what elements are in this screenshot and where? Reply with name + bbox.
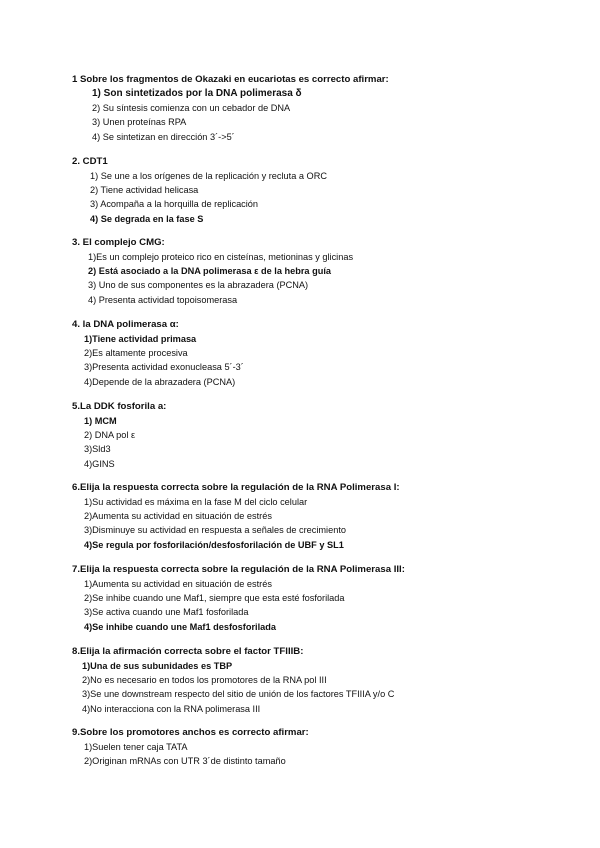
option-2: 2)Aumenta su actividad en situación de estrés — [84, 511, 272, 522]
option-2: 2) Tiene actividad helicasa — [90, 185, 199, 196]
option-1: 1)Su actividad es máxima en la fase M del ciclo celular — [84, 497, 308, 507]
option-4: 4)GINS — [84, 458, 115, 469]
option-4: 4)Se inhibe cuando une Maf1 desfosforilada — [84, 621, 276, 632]
option-2: 2) Está asociado a la DNA polimerasa ε de la hebra guía — [88, 266, 331, 277]
question-6 — [72, 481, 572, 552]
option-4: 4)Se regula por fosforilación/desfosforilación de UBF y SL1 — [84, 539, 344, 550]
question-1 — [72, 73, 572, 144]
question-7 — [72, 563, 572, 634]
question-2 — [72, 155, 572, 226]
option-4: 4)No interacciona con la RNA polimerasa III — [82, 703, 261, 714]
option-1: 1)Suelen tener caja TATA — [84, 742, 188, 752]
question-5 — [72, 400, 572, 471]
option-3: 3) Uno de sus componentes es la abrazadera (PCNA) — [88, 280, 309, 291]
option-1: 1)Una de sus subunidades es TBP — [82, 661, 233, 671]
option-2: 2)Es altamente procesiva — [84, 348, 188, 359]
option-2: 2) Su síntesis comienza con un cebador de DNA — [92, 103, 291, 114]
question-4 — [72, 318, 572, 389]
question-title: 9.Sobre los promotores anchos es correcto afirmar: — [72, 727, 309, 738]
option-3: 3)Sld3 — [84, 444, 111, 455]
option-2: 2)Originan mRNAs con UTR 3´de distinto tamaño — [84, 756, 286, 767]
option-1: 1)Tiene actividad primasa — [84, 334, 197, 344]
option-3: 3)Disminuye su actividad en respuesta a señales de crecimiento — [84, 525, 346, 536]
option-2: 2) DNA pol ε — [84, 430, 136, 441]
option-1: 1)Aumenta su actividad en situación de estrés — [84, 579, 272, 589]
option-4: 4) Se sintetizan en dirección 3´->5´ — [92, 131, 235, 142]
question-title: 7.Elija la respuesta correcta sobre la regulación de la RNA Polimerasa III: — [72, 564, 405, 575]
question-title: 8.Elija la afirmación correcta sobre el factor TFIIIB: — [72, 646, 304, 657]
question-title: 5.La DDK fosforila a: — [72, 401, 167, 412]
option-1: 1)Es un complejo proteico rico en cisteínas, metioninas y glicinas — [88, 252, 354, 262]
option-2: 2)Se inhibe cuando une Maf1, siempre que esta esté fosforilada — [84, 593, 345, 604]
option-3: 3)Se activa cuando une Maf1 fosforilada — [84, 607, 249, 618]
question-8 — [72, 645, 572, 716]
question-title: 4. la DNA polimerasa α: — [72, 319, 179, 330]
option-3: 3)Se une downstream respecto del sitio de unión de los factores TFIIIA y/o C — [82, 689, 395, 700]
question-title: 6.Elija la respuesta correcta sobre la regulación de la RNA Polimerasa I: — [72, 482, 400, 493]
option-4: 4) Presenta actividad topoisomerasa — [88, 294, 238, 305]
option-1: 1) Son sintetizados por la DNA polimerasa δ — [92, 88, 302, 99]
option-1: 1) Se une a los orígenes de la replicación y recluta a ORC — [90, 171, 327, 181]
question-title: 3. El complejo CMG: — [72, 237, 165, 248]
option-1: 1) MCM — [84, 416, 117, 426]
question-title: 2. CDT1 — [72, 156, 108, 167]
option-2: 2)No es necesario en todos los promotores de la RNA pol III — [82, 675, 327, 686]
option-3: 3)Presenta actividad exonucleasa 5´-3´ — [84, 362, 244, 373]
question-title: 1 Sobre los fragmentos de Okazaki en eucariotas es correcto afirmar: — [72, 74, 389, 85]
question-9 — [72, 726, 572, 768]
option-4: 4)Depende de la abrazadera (PCNA) — [84, 376, 236, 387]
option-4: 4) Se degrada en la fase S — [90, 213, 204, 224]
option-3: 3) Acompaña a la horquilla de replicación — [90, 199, 259, 210]
option-3: 3) Unen proteínas RPA — [92, 117, 187, 128]
question-3 — [72, 236, 572, 307]
